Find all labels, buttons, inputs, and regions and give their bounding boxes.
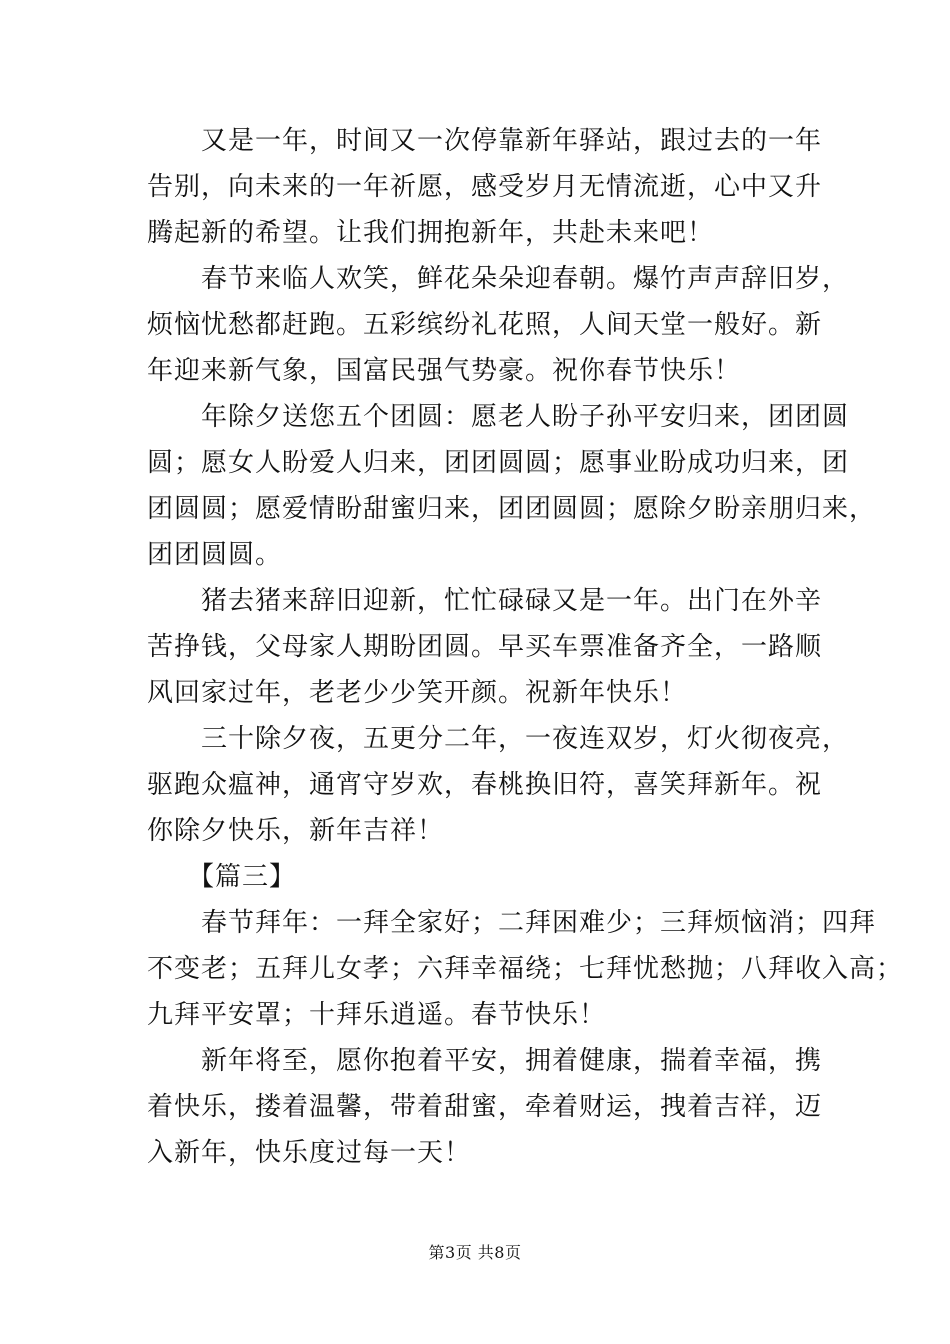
text-line: 新年将至，愿你抱着平安，拥着健康，揣着幸福，携	[147, 1046, 823, 1076]
text-line: 着快乐，搂着温馨，带着甜蜜，牵着财运，拽着吉祥，迈	[147, 1092, 823, 1122]
text-line: 团团圆圆。	[147, 540, 283, 570]
text-line: 入新年，快乐度过每一天！	[147, 1138, 472, 1168]
text-line: 风回家过年，老老少少笑开颜。祝新年快乐！	[147, 678, 688, 708]
text-line: 春节拜年：一拜全家好；二拜困难少；三拜烦恼消；四拜	[147, 908, 877, 938]
text-line: 又是一年，时间又一次停靠新年驿站，跟过去的一年	[147, 126, 823, 156]
text-line: 烦恼忧愁都赶跑。五彩缤纷礼花照，人间天堂一般好。新	[147, 310, 823, 340]
text-line: 告别，向未来的一年祈愿，感受岁月无情流逝，心中又升	[147, 172, 823, 202]
text-line: 苦挣钱，父母家人期盼团圆。早买车票准备齐全，一路顺	[147, 632, 823, 662]
section-heading: 【篇三】	[147, 862, 297, 892]
text-line: 春节来临人欢笑，鲜花朵朵迎春朝。爆竹声声辞旧岁，	[147, 264, 850, 294]
page-footer: 第3页 共8页	[428, 1243, 522, 1262]
text-line: 团圆圆；愿爱情盼甜蜜归来，团团圆圆；愿除夕盼亲朋归来，	[147, 494, 877, 524]
text-line: 年迎来新气象，国富民强气势豪。祝你春节快乐！	[147, 356, 742, 386]
text-line: 你除夕快乐，新年吉祥！	[147, 816, 445, 846]
text-line: 九拜平安罩；十拜乐逍遥。春节快乐！	[147, 1000, 607, 1030]
text-line: 圆；愿女人盼爱人归来，团团圆圆；愿事业盼成功归来，团	[147, 448, 850, 478]
text-line: 年除夕送您五个团圆：愿老人盼子孙平安归来，团团圆	[147, 402, 850, 432]
text-line: 三十除夕夜，五更分二年，一夜连双岁，灯火彻夜亮，	[147, 724, 850, 754]
text-line: 不变老；五拜儿女孝；六拜幸福绕；七拜忧愁抛；八拜收入高；	[147, 954, 904, 984]
text-line: 腾起新的希望。让我们拥抱新年，共赴未来吧！	[147, 218, 715, 248]
text-line: 猪去猪来辞旧迎新，忙忙碌碌又是一年。出门在外辛	[147, 586, 823, 616]
text-line: 驱跑众瘟神，通宵守岁欢，春桃换旧符，喜笑拜新年。祝	[147, 770, 823, 800]
